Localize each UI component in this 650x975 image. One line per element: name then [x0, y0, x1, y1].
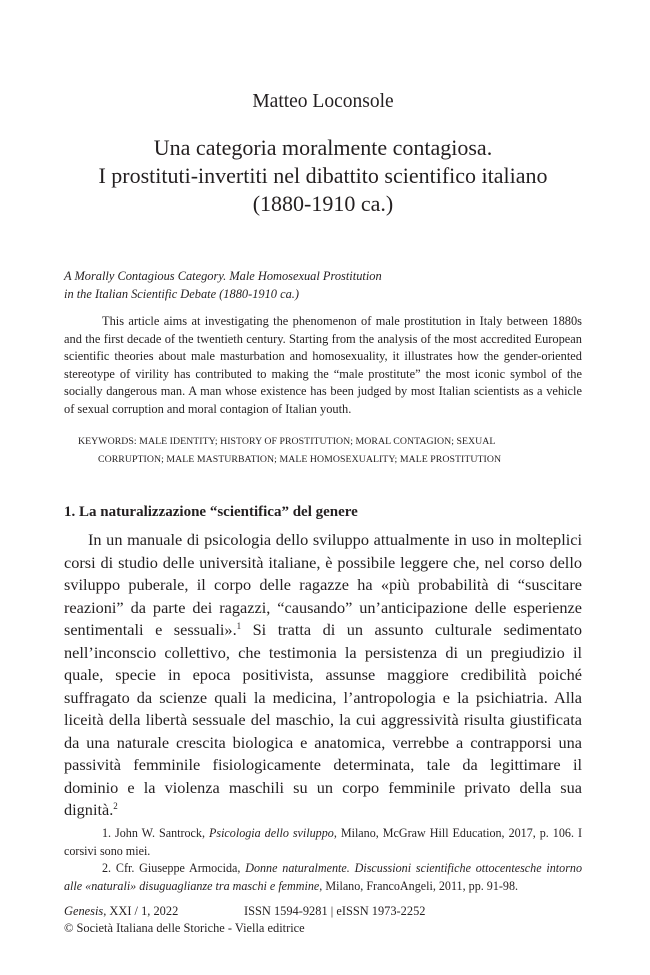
title-line: (1880-1910 ca.) [252, 191, 394, 216]
english-title-line: in the Italian Scientific Debate (1880-1910 ca.) [64, 286, 300, 301]
abstract: This article aims at investigating the phenomenon of male prostitution in Italy between 1880s and the first decade of the twentieth century. Starting from the analysis of the most accredited European scientific theories about male masturbation and homosexuality, it illustrates how the gender-oriented stereotype of virility has contributed to making the “male prostitute” the most iconic symbol of the socially dangerous man. A man whose existence has been judged by most Italian scientists as a vehicle of sexual corruption and moral contagion of Italian youth. [64, 314, 582, 416]
footnote-book-title: Donne naturalmente. Discussioni scientifiche ottocentesche intorno alle «naturali» disuguaglianze tra maschi e femmine [64, 861, 582, 893]
journal-issue: , XXI / 1, 2022 [103, 904, 179, 918]
keywords-line: CORRUPTION; MALE MASTURBATION; MALE HOMOSEXUALITY; MALE PROSTITUTION [98, 453, 502, 465]
footnote-text: 2. Cfr. Giuseppe Armocida, [102, 861, 246, 875]
journal-footer [64, 903, 426, 937]
footnote-2 [64, 860, 582, 895]
footnote-text: , Milano, McGraw Hill Education, 2017, p. 106. I corsivi sono miei. [64, 826, 582, 858]
footnote-1 [64, 825, 582, 860]
footnote-book-title: Psicologia dello sviluppo [208, 826, 334, 840]
journal-name: Genesis [64, 904, 104, 918]
body-text-part: In un manuale di psicologia dello sviluppo attualmente in uso in molteplici corsi di studio delle università italiane, è possibile leggere che, nel corso dello sviluppo puberale, il corpo delle ragazze ha «più probabilità di “suscitare reazioni” da parte dei ragazzi, “causando” un’anticipazione delle esperienze sentimentali e sessuali». [64, 530, 582, 639]
article-title [64, 134, 582, 218]
journal-issn: ISSN 1594-9281 | eISSN 1973-2252 [244, 904, 426, 918]
footnote-ref[interactable]: 1 [236, 621, 242, 631]
keywords-line: KEYWORDS: MALE IDENTITY; HISTORY OF PROSTITUTION; MORAL CONTAGION; SEXUAL [78, 436, 496, 447]
footnotes [64, 825, 582, 895]
footnote-text: 1. John W. Santrock, [102, 826, 209, 840]
author-name: Matteo Loconsole [252, 91, 394, 112]
footnote-ref[interactable]: 2 [113, 801, 118, 811]
english-title-line: A Morally Contagious Category. Male Homosexual Prostitution [64, 269, 382, 283]
article-page [64, 0, 582, 975]
journal-copyright: © Società Italiana delle Storiche - Viella editrice [64, 921, 305, 935]
body-paragraph [64, 529, 582, 822]
title-line: I prostituti-invertiti nel dibattito scientifico italiano [98, 163, 548, 188]
keywords [78, 433, 582, 469]
footnote-text: , Milano, FrancoAngeli, 2011, pp. 91-98. [319, 878, 519, 893]
body-text-part: Si tratta di un assunto culturale sedimentato nell’inconscio collettivo, che testimonia la persistenza di un pregiudizio il quale, specie in epoca positivista, assunse maggiore credibilità poiché suffragato da scienze quali la medicina, l’antropologia e la psichiatria. Alla liceità della libertà sessuale del maschio, la cui aggressività risulta giustificata da una naturale crescita biologica e anatomica, verrebbe a contrapporsi una passività femminile fisiologicamente determinata, tale da legittimare il dominio e la violenza maschili su un corpo femminile privato della sua dignità. [64, 620, 582, 819]
english-title [64, 268, 582, 303]
title-line: Una categoria moralmente contagiosa. [153, 135, 493, 160]
journal-info [64, 903, 426, 920]
section-heading: 1. La naturalizzazione “scientifica” del genere [64, 504, 358, 520]
